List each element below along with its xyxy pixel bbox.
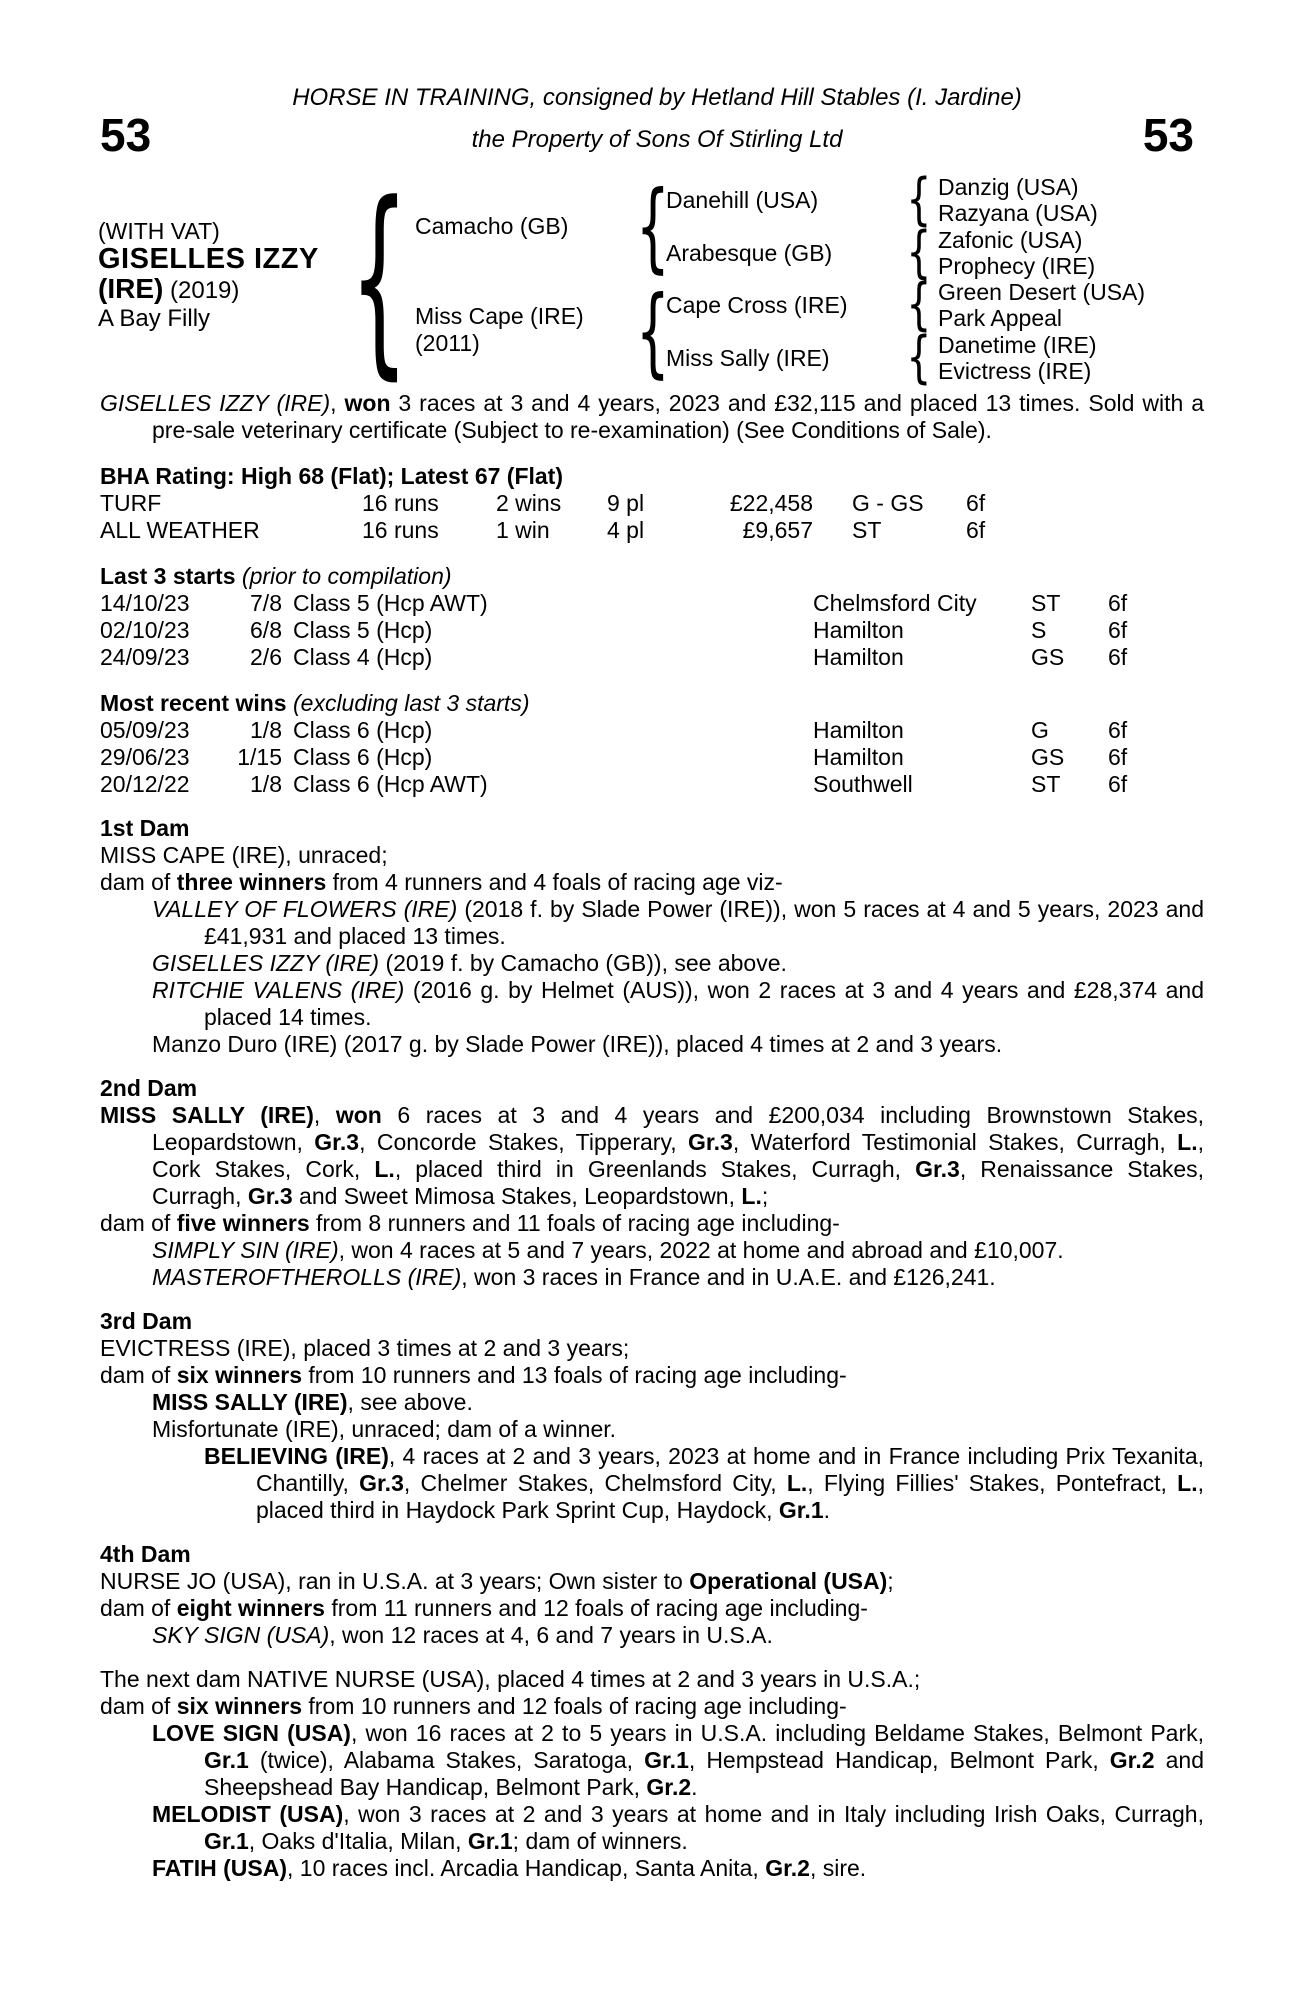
text-run: , (330, 390, 345, 416)
paragraph (100, 1568, 1204, 1595)
paragraph (152, 1031, 1204, 1058)
horse-description: A Bay Filly (98, 305, 211, 332)
horse-origin-year (98, 274, 319, 305)
text-run: from 11 runners and 12 foals of racing age including- (324, 1595, 868, 1621)
text-run: Misfortunate (IRE), unraced; dam of a winner. (152, 1416, 617, 1442)
text-run: , won 3 races in France and in U.A.E. and £126,241. (461, 1264, 996, 1290)
table-cell: £9,657 (742, 517, 813, 543)
bha-rating-block (100, 463, 1204, 544)
vat-note: (WITH VAT) (98, 218, 220, 244)
bha-rating-table (100, 490, 1204, 544)
text-run: Gr.1 (778, 1497, 824, 1523)
table-cell: Class 4 (Hcp) (293, 644, 433, 670)
text-run: , Hempstead Handicap, Belmont Park, (688, 1747, 1110, 1773)
text-run: SIMPLY SIN (IRE) (152, 1237, 339, 1263)
table-cell: GS (1031, 644, 1065, 670)
lot-number-left: 53 (100, 109, 152, 161)
horse-origin: (IRE) (98, 273, 164, 304)
table-cell: Hamilton (813, 617, 904, 643)
greatgrandparent-name: Danzig (USA) (938, 174, 1079, 200)
table-cell: 4 pl (607, 517, 645, 543)
paragraph (100, 1210, 1204, 1237)
text-run: Most recent wins (100, 690, 287, 716)
table-cell: 7/8 (250, 590, 282, 616)
table-cell: 6f (1108, 644, 1128, 670)
table-cell: Class 6 (Hcp) (293, 717, 433, 743)
text-run: from 4 runners and 4 foals of racing age viz- (326, 869, 783, 895)
paragraph (152, 950, 1204, 977)
text-run: ; dam of winners. (512, 1828, 688, 1854)
sire-sire-name: Danehill (USA) (666, 187, 819, 213)
text-run: EVICTRESS (IRE), placed 3 times at 2 and 3 years; (100, 1335, 630, 1361)
text-run: (twice), Alabama Stakes, Saratoga, (248, 1747, 645, 1773)
text-run: , won 4 races at 5 and 7 years, 2022 at home and abroad and £10,007. (338, 1237, 1064, 1263)
paragraph (152, 1622, 1204, 1649)
race-summary-paragraph (100, 390, 1204, 444)
text-run: (prior to compilation) (241, 563, 452, 589)
table-cell: 20/12/22 (100, 771, 190, 797)
catalogue-body (100, 390, 1204, 1882)
greatgrandparent-name: Zafonic (USA) (938, 227, 1083, 253)
text-run: (2019 f. by Camacho (GB)), see above. (379, 950, 787, 976)
text-run: dam of (100, 1693, 177, 1719)
text-run: , placed third in Haydock Park Sprint Cup, Haydock, (256, 1470, 1204, 1523)
table-cell: G (1031, 717, 1049, 743)
text-run: dam of (100, 1210, 177, 1236)
table-cell: 24/09/23 (100, 644, 190, 670)
dam-sire-name: Cape Cross (IRE) (666, 292, 848, 318)
text-run: , Renaissance Stakes, Curragh, (152, 1156, 1205, 1209)
table-cell: 29/06/23 (100, 744, 190, 770)
text-run: (excluding last 3 starts) (293, 690, 530, 716)
text-run: dam of (100, 869, 177, 895)
table-cell: 14/10/23 (100, 590, 190, 616)
pedigree-chart (96, 159, 1266, 413)
table-cell: Class 6 (Hcp AWT) (293, 771, 488, 797)
recent-wins-table (100, 717, 1204, 798)
table-cell: Hamilton (813, 744, 904, 770)
text-run: MISS SALLY (IRE) (100, 1102, 314, 1128)
table-cell: 16 runs (362, 490, 439, 516)
paragraph (152, 1720, 1204, 1801)
text-run: , (313, 1102, 336, 1128)
last-3-starts-title (100, 563, 1204, 590)
table-cell: 05/09/23 (100, 717, 190, 743)
horse-year: (2019) (170, 277, 240, 304)
text-run: (2018 f. by Slade Power (IRE)), won 5 races at 4 and 5 years, 2023 and £41,931 and placed 13 times. (204, 896, 1204, 949)
text-run: (2016 g. by Helmet (AUS)), won 2 races at 3 and 4 years and £28,374 and placed 14 times. (204, 977, 1204, 1030)
text-run: six winners (176, 1693, 302, 1719)
text-run: and Sweet Mimosa Stakes, Leopardstown, (292, 1183, 742, 1209)
table-cell: 9 pl (607, 490, 645, 516)
text-run: L. (374, 1156, 395, 1182)
table-cell: Class 5 (Hcp) (293, 617, 433, 643)
table-cell: G - GS (852, 490, 924, 516)
last-3-starts-table (100, 590, 1204, 671)
lot-details (98, 218, 319, 332)
text-run: Gr.3 (314, 1129, 360, 1155)
table-cell: 1/8 (250, 771, 282, 797)
paragraph (152, 1389, 1204, 1416)
paragraph (100, 1595, 1204, 1622)
text-run: , see above. (347, 1389, 473, 1415)
text-run: VALLEY OF FLOWERS (IRE) (152, 896, 458, 922)
pedigree-brace-gg4: { (906, 325, 932, 390)
text-run: Gr.2 (646, 1774, 692, 1800)
table-cell: TURF (100, 490, 162, 516)
table-cell: 6f (1108, 771, 1128, 797)
text-run: from 10 runners and 13 foals of racing age including- (302, 1362, 847, 1388)
table-cell: Hamilton (813, 644, 904, 670)
text-run: Gr.1 (204, 1747, 249, 1773)
text-run: . (691, 1774, 698, 1800)
table-row (100, 744, 1204, 771)
paragraph (204, 1443, 1205, 1524)
pedigree-section (100, 1666, 1204, 1882)
text-run: L. (741, 1183, 762, 1209)
text-run: ; (761, 1183, 769, 1209)
table-cell: Class 5 (Hcp AWT) (293, 590, 488, 616)
text-run: Operational (USA) (689, 1568, 888, 1594)
text-run: eight winners (176, 1595, 325, 1621)
table-cell: £22,458 (729, 490, 813, 516)
bha-rating-title: BHA Rating: High 68 (Flat); Latest 67 (Flat) (100, 463, 563, 489)
text-run: , 10 races incl. Arcadia Handicap, Santa Anita, (287, 1855, 766, 1881)
text-run: , won 12 races at 4, 6 and 7 years in U.S.A. (329, 1622, 773, 1648)
consignor-header: HORSE IN TRAINING, consigned by Hetland Hill Stables (I. Jardine) (292, 84, 1022, 111)
table-row (100, 717, 1204, 744)
text-run: Gr.2 (1109, 1747, 1155, 1773)
table-row (100, 590, 1204, 617)
text-run: six winners (176, 1362, 302, 1388)
text-run: Gr.1 (204, 1828, 249, 1854)
paragraph (100, 869, 1204, 896)
table-cell: 6f (1108, 744, 1128, 770)
greatgrandparent-name: Razyana (USA) (938, 200, 1098, 226)
text-run: Last 3 starts (100, 563, 236, 589)
text-run: MASTEROFTHEROLLS (IRE) (152, 1264, 462, 1290)
table-cell: Chelmsford City (813, 590, 977, 616)
text-run: 3 races at 3 and 4 years, 2023 and £32,115 and placed 13 times. Sold with a pre-sale veterinary certificate (Subject to re-examination) (See Conditions of Sale). (152, 390, 1204, 443)
table-row (100, 490, 1204, 517)
text-run: , Oaks d'Italia, Milan, (248, 1828, 468, 1854)
dam-sections (100, 815, 1204, 1882)
text-run: , Chelmer Stakes, Chelmsford City, (403, 1470, 787, 1496)
paragraph (100, 1102, 1205, 1210)
text-run: Manzo Duro (IRE) (2017 g. by Slade Power (IRE)), placed 4 times at 2 and 3 years. (152, 1031, 1003, 1057)
pedigree-brace-gg3: { (906, 272, 932, 337)
text-run: Gr.3 (359, 1470, 404, 1496)
text-run: won (335, 1102, 382, 1128)
table-row (100, 517, 1204, 544)
dam-year: (2011) (415, 330, 480, 356)
text-run: , Flying Fillies' Stakes, Pontefract, (807, 1470, 1178, 1496)
text-run: , placed third in Greenlands Stakes, Curragh, (394, 1156, 916, 1182)
pedigree-brace-main: { (349, 159, 409, 398)
table-cell: ALL WEATHER (100, 517, 260, 543)
table-cell: 6/8 (250, 617, 282, 643)
paragraph (100, 842, 1204, 869)
property-header: the Property of Sons Of Stirling Ltd (471, 126, 843, 153)
text-run: Gr.2 (765, 1855, 810, 1881)
pedigree-section (100, 1541, 1204, 1649)
text-run: , 4 races at 2 and 3 years, 2023 at home and in France including Prix Texanita, Chantilly, (256, 1443, 1205, 1496)
text-run: 6 races at 3 and 4 years and £200,034 including Brownstown Stakes, Leopardstown, (152, 1102, 1204, 1155)
text-run: MELODIST (USA) (152, 1801, 344, 1827)
table-cell: ST (1031, 771, 1061, 797)
greatgrandparent-name: Danetime (IRE) (938, 332, 1097, 358)
text-run: SKY SIGN (USA) (152, 1622, 330, 1648)
text-run: , won 16 races at 2 to 5 years in U.S.A. including Beldame Stakes, Belmont Park, (350, 1720, 1204, 1746)
text-run: Gr.1 (467, 1828, 513, 1854)
recent-wins-title (100, 690, 1204, 717)
last-3-starts-block (100, 563, 1204, 671)
text-run: GISELLES IZZY (IRE) (152, 950, 380, 976)
table-cell: GS (1031, 744, 1065, 770)
sire-name: Camacho (GB) (415, 213, 569, 239)
table-cell: 6f (1108, 617, 1128, 643)
pedigree-brace-sire: { (636, 169, 670, 283)
paragraph (152, 1855, 1204, 1882)
text-run: dam of (100, 1362, 177, 1388)
table-row (100, 644, 1204, 671)
text-run: LOVE SIGN (USA) (152, 1720, 351, 1746)
paragraph (152, 1264, 1204, 1291)
text-run: dam of (100, 1595, 177, 1621)
horse-name: GISELLES IZZY (98, 243, 319, 275)
pedigree-section (100, 1308, 1204, 1524)
text-run: Gr.3 (915, 1156, 960, 1182)
text-run: MISS SALLY (IRE) (152, 1389, 348, 1415)
pedigree-brace-gg1: { (906, 167, 932, 232)
paragraph (152, 1416, 1204, 1443)
text-run: Gr.3 (247, 1183, 293, 1209)
table-cell: 6f (1108, 590, 1128, 616)
text-run: , won 3 races at 2 and 3 years at home and in Italy including Irish Oaks, Curragh, (343, 1801, 1204, 1827)
paragraph (100, 1666, 1204, 1693)
text-run: RITCHIE VALENS (IRE) (152, 977, 405, 1003)
text-run: . (823, 1497, 831, 1523)
text-run: and Sheepshead Bay Handicap, Belmont Park, (204, 1747, 1204, 1800)
text-run: Gr.1 (644, 1747, 689, 1773)
table-cell: 6f (966, 517, 986, 543)
table-cell: 6f (1108, 717, 1128, 743)
paragraph (152, 977, 1204, 1031)
table-cell: Class 6 (Hcp) (293, 744, 433, 770)
greatgrandparent-name: Evictress (IRE) (938, 358, 1092, 384)
text-run: three winners (176, 869, 327, 895)
text-run: NURSE JO (USA), ran in U.S.A. at 3 years; Own sister to (100, 1568, 690, 1594)
greatgrandparent-name: Green Desert (USA) (938, 279, 1146, 305)
text-run: , Cork Stakes, Cork, (152, 1129, 1204, 1182)
text-run: ; (887, 1568, 894, 1594)
paragraph (100, 1362, 1204, 1389)
text-run: , sire. (809, 1855, 867, 1881)
text-run: won (344, 390, 391, 416)
table-cell: 1/8 (250, 717, 282, 743)
table-cell: Hamilton (813, 717, 904, 743)
table-cell: 2 wins (496, 490, 562, 516)
text-run: from 10 runners and 12 foals of racing age including- (302, 1693, 847, 1719)
greatgrandparent-name: Prophecy (IRE) (938, 253, 1096, 279)
table-cell: 1 win (496, 517, 550, 543)
pedigree-section (100, 1075, 1204, 1291)
paragraph (152, 896, 1204, 950)
recent-wins-block (100, 690, 1204, 798)
pedigree-brace-dam: { (636, 274, 670, 388)
table-cell: S (1031, 617, 1047, 643)
paragraph (100, 1335, 1204, 1362)
text-run: , Concorde Stakes, Tipperary, (359, 1129, 689, 1155)
sire-dam-name: Arabesque (GB) (666, 240, 833, 266)
dam-name: Miss Cape (IRE) (415, 303, 584, 329)
table-cell: 1/15 (237, 744, 282, 770)
paragraph (100, 1693, 1204, 1720)
table-cell: 2/6 (250, 644, 282, 670)
table-cell: ST (1031, 590, 1061, 616)
text-run: GISELLES IZZY (IRE) (100, 390, 331, 416)
text-run: from 8 runners and 11 foals of racing age including- (309, 1210, 840, 1236)
text-run: The next dam NATIVE NURSE (USA), placed 4 times at 2 and 3 years in U.S.A.; (100, 1666, 921, 1692)
paragraph (152, 1801, 1204, 1855)
text-run: L. (786, 1470, 808, 1496)
text-run: BELIEVING (IRE) (204, 1443, 389, 1469)
table-cell: 16 runs (362, 517, 439, 543)
text-run: , Waterford Testimonial Stakes, Curragh, (732, 1129, 1178, 1155)
text-run: L. (1177, 1470, 1198, 1496)
table-cell: Southwell (813, 771, 913, 797)
table-cell: 02/10/23 (100, 617, 190, 643)
section-heading: 2nd Dam (100, 1075, 198, 1101)
section-heading: 1st Dam (100, 815, 190, 841)
lot-number-right: 53 (1142, 109, 1194, 161)
table-cell: 6f (966, 490, 986, 516)
pedigree-brace-gg2: { (906, 220, 932, 285)
text-run: five winners (176, 1210, 310, 1236)
section-heading: 3rd Dam (100, 1308, 193, 1334)
table-row (100, 617, 1204, 644)
text-run: FATIH (USA) (152, 1855, 288, 1881)
paragraph (152, 1237, 1204, 1264)
greatgrandparent-name: Park Appeal (938, 305, 1063, 331)
table-row (100, 771, 1204, 798)
text-run: MISS CAPE (IRE), unraced; (100, 842, 388, 868)
table-cell: ST (852, 517, 882, 543)
text-run: Gr.3 (688, 1129, 733, 1155)
pedigree-section (100, 815, 1204, 1058)
section-heading: 4th Dam (100, 1541, 191, 1567)
text-run: L. (1177, 1129, 1198, 1155)
dam-dam-name: Miss Sally (IRE) (666, 345, 830, 371)
